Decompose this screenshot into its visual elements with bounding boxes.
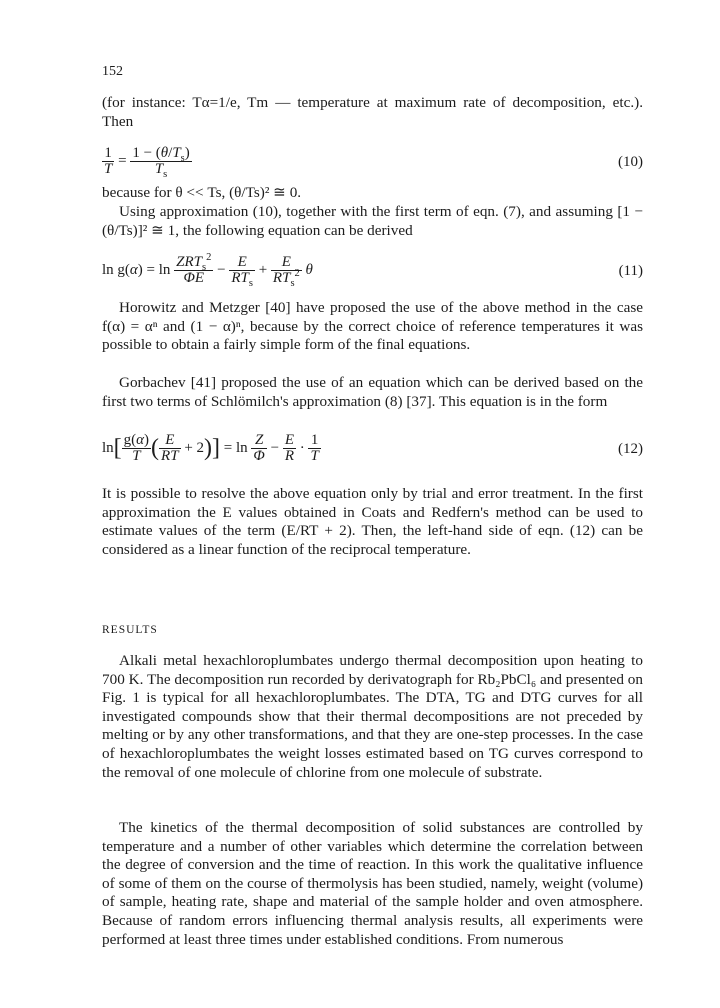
eq11-fraction-3: $\frac{E}{RT_s^2}$: [272, 254, 300, 289]
equation-10: $\frac{1}{T}$ = $\frac{1 - (\theta/T_s)}{T_s}$ (10): [104, 145, 643, 180]
equation-number-10: (10): [618, 154, 643, 170]
eq12-fraction-z-phi: $\frac{Z}{\Phi}$: [253, 432, 265, 464]
equation-11: ln g(α) = ln $\frac{ZRT_s^2}{\Phi E}$ − $\frac{E}{RT_s}$ + $\frac{E}{RT_s^2}$ θ (11): [102, 252, 643, 289]
eq12-fraction-e-rt: $\frac{E}{RT}$: [161, 432, 179, 464]
paragraph-approximation: Using approximation (10), together with the first term of eqn. (7), and assuming [1 − (θ/Ts)]² ≅ 1, the following equation can be derived: [102, 203, 643, 239]
paragraph-because: because for θ << Ts, (θ/Ts)² ≅ 0.: [102, 184, 302, 201]
eq10-lhs-fraction: $\frac{1}{T}$: [104, 145, 113, 177]
equation-number-11: (11): [618, 263, 643, 279]
eq12-fraction-1-t: $\frac{1}{T}$: [310, 432, 319, 464]
page-number: 152: [102, 64, 123, 79]
eq12-fraction-e-r: $\frac{E}{R}$: [284, 432, 294, 464]
eq10-rhs-fraction: $\frac{1 - (\theta/T_s)}{T_s}$: [132, 145, 190, 180]
equation-12: ln[ $\frac{g(\alpha)}{T}$ ( $\frac{E}{RT}$ + 2)] = ln $\frac{Z}{\Phi}$ − $\frac{E}{R}$ · $\frac{1}{T}$ (12): [102, 432, 643, 464]
eq11-fraction-2: $\frac{E}{RT_s}$: [231, 254, 253, 289]
paragraph-results-1: Alkali metal hexachloroplumbates undergo thermal decomposition upon heating to 700 K. The decomposition run recorded by derivatograph for Rb₂PbCl₆ and presented on Fig. 1 is typical for all hexachloroplumbates. The DTA, TG and DTG curves for all investigated compounds show that their thermal decompositions are not preceded by melting or by any other transformations, and that they are one-step processes. In the case of hexachloroplumbates the weight losses estimated based on TG curves correspond to the removal of one molecule of chlorine from one molecule of substrate.: [102, 652, 643, 781]
paragraph-intro: (for instance: Tα=1/e, Tm — temperature at maximum rate of decomposition, etc.). Then: [102, 94, 643, 130]
equation-number-12: (12): [618, 441, 643, 457]
paragraph-gorbachev: Gorbachev [41] proposed the use of an equation which can be derived based on the first two terms of Schlömilch's approximation (8) [37]. This equation is in the form: [102, 374, 643, 410]
eq12-fraction-g: $\frac{g(\alpha)}{T}$: [123, 432, 150, 464]
section-heading-results: RESULTS: [102, 624, 158, 636]
paragraph-trial-error: It is possible to resolve the above equation only by trial and error treatment. In the first approximation the E values obtained in Coats and Redfern's method can be used to estimate values of the term (E/RT + 2). Then, the left-hand side of eqn. (12) can be considered as a linear function of the reciprocal temperature.: [102, 485, 643, 558]
paragraph-results-2: The kinetics of the thermal decomposition of solid substances are controlled by temperature and a number of other variables which determine the correlation between the degree of conversion and the time of reaction. In this work the qualitative influence of some of them on the course of thermolysis has been studied, namely, weight (volume) of sample, heating rate, shape and material of the sample holder and oven atmosphere. Because of random errors influencing thermal analysis results, all experiments were performed at least three times under established conditions. From numerous: [102, 819, 643, 948]
eq11-fraction-1: $\frac{ZRT_s^2}{\Phi E}$: [176, 252, 212, 286]
paragraph-horowitz: Horowitz and Metzger [40] have proposed the use of the above method in the case f(α) = αⁿ and (1 − α)ⁿ, because by the correct choice of reference temperatures it was possible to obtain a fairly simple form of the final equations.: [102, 299, 643, 354]
